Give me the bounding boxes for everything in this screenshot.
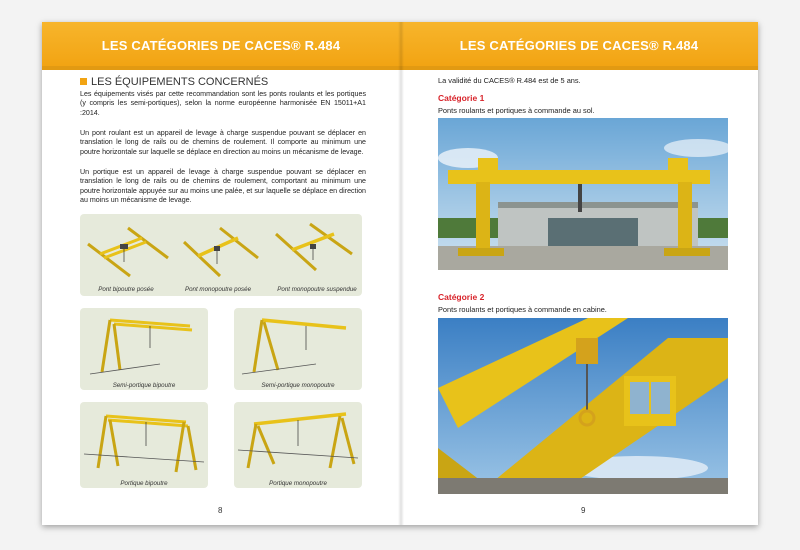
caption-pont-monopoutre-pose: Pont monopoutre posée [184, 286, 252, 293]
category-2-description: Ponts roulants et portiques à commande en cabine. [438, 305, 607, 314]
caption-semi-portique-bipoutre: Semi-portique bipoutre [112, 382, 176, 389]
bridge-cranes-illustrations [80, 214, 362, 284]
pont-bipoutre-illustration [88, 228, 168, 276]
left-header-title: LES CATÉGORIES DE CACES® R.484 [101, 38, 341, 53]
caption-pont-bipoutre: Pont bipoutre posée [98, 286, 154, 293]
right-page-number: 9 [581, 506, 586, 515]
right-page [400, 22, 758, 525]
bridge-cranes-card [80, 214, 362, 296]
caption-portique-monopoutre: Portique monopoutre [269, 480, 327, 487]
pont-monopoutre-suspendue-illustration [276, 224, 352, 270]
validity-text: La validité du CACES® R.484 est de 5 ans. [438, 76, 581, 85]
portique-bipoutre-illustration [80, 402, 208, 478]
bullet-square-icon [80, 78, 87, 85]
semi-portique-monopoutre-card [234, 308, 362, 390]
caption-portique-bipoutre: Portique bipoutre [120, 480, 168, 487]
left-page [42, 22, 400, 525]
semi-portique-bipoutre-illustration [80, 308, 208, 380]
category-2-title: Catégorie 2 [438, 292, 485, 302]
portique-monopoutre-illustration [234, 402, 362, 478]
portique-monopoutre-card [234, 402, 362, 488]
right-header-banner [400, 22, 758, 70]
left-header-banner [42, 22, 400, 70]
brochure-spread [42, 22, 758, 525]
category-1-photo [438, 118, 728, 270]
pont-monopoutre-pose-illustration [184, 228, 258, 276]
intro-paragraph: Les équipements visés par cette recommandation sont les ponts roulants et les portiques (y compris les semi-portiques), selon la norme européenne harmonisée EN 15011+A1 :2014. [80, 90, 366, 117]
caption-pont-monopoutre-suspendue: Pont monopoutre suspendue [277, 286, 357, 293]
category-2-photo [438, 318, 728, 494]
portique-paragraph: Un portique est un appareil de levage à charge suspendue pouvant se déplacer en translation le long de rails ou de chemins de roulement, comportant au minimum une poutre horizontale appuyée sur au moins une palée, et sur laquelle se déplace en direction au moins un mécanisme de levage. [80, 168, 366, 205]
portique-bipoutre-card [80, 402, 208, 488]
caption-semi-portique-monopoutre: Semi-portique monopoutre [261, 382, 335, 389]
semi-portique-monopoutre-illustration [234, 308, 362, 380]
category-1-title: Catégorie 1 [438, 93, 485, 103]
right-header-title: LES CATÉGORIES DE CACES® R.484 [459, 38, 699, 53]
pont-roulant-paragraph: Un pont roulant est un appareil de levage à charge suspendue pouvant se déplacer en translation le long de rails ou de chemins de roulement. Il comporte au minimum une poutre horizontale sur laquelle se déplace en direction au moins un mécanisme de levage. [80, 129, 366, 156]
category-1-description: Ponts roulants et portiques à commande au sol. [438, 106, 595, 115]
center-fold [398, 22, 404, 525]
section-title: LES ÉQUIPEMENTS CONCERNÉS [80, 76, 268, 88]
left-page-number: 8 [218, 506, 223, 515]
semi-portique-bipoutre-card [80, 308, 208, 390]
